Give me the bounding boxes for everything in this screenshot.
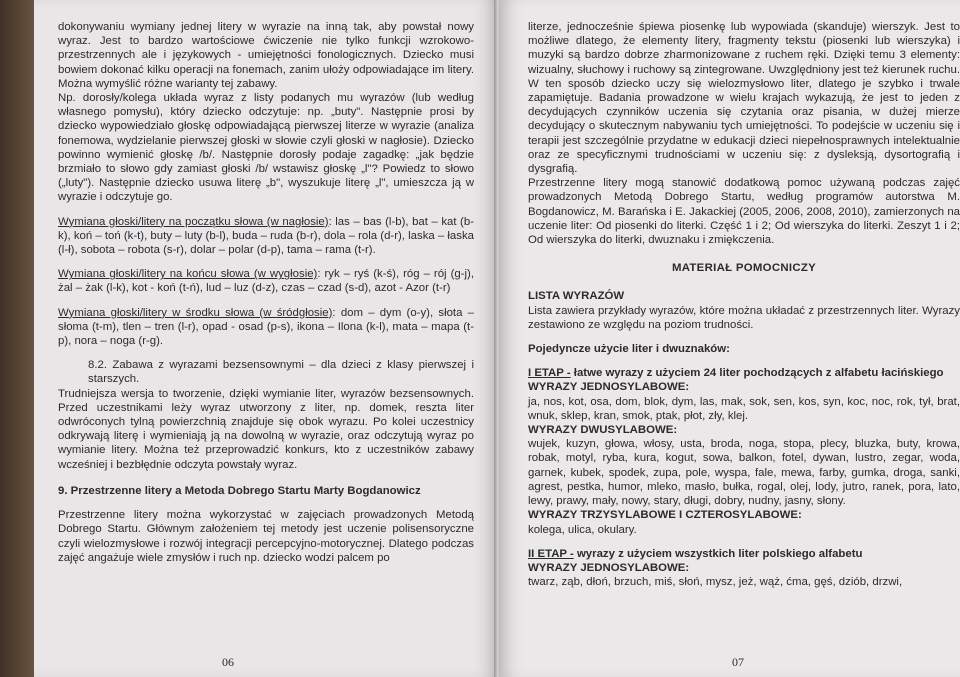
paragraph: Przestrzenne litery można wykorzystać w zajęciach prowadzonych Metodą Dobrego Startu. Głównym założeniem tej metody jest uczenie polisensoryczne czyli wielozmysłowe i rozwój integracji percepcyjno-motorycznej. Dlatego podczas zajęć angażuje wiele zmysłów i ruch np. dziecko wodzi palcem po — [58, 509, 474, 564]
section-heading: 9. Przestrzenne litery a Metoda Dobrego Startu Marty Bogdanowicz — [58, 484, 421, 497]
subheading: Pojedyncze użycie liter i dwuznaków: — [528, 343, 730, 356]
table-edge — [0, 0, 36, 677]
category-label: WYRAZY DWUSYLABOWE: — [528, 424, 678, 437]
word-list: kolega, ulica, okulary. — [528, 523, 637, 536]
page-number: 06 — [222, 654, 234, 669]
category-label: WYRAZY TRZYSYLABOWE I CZTEROSYLABOWE: — [528, 509, 802, 522]
word-pairs: : ryk – ryś (k-ś), róg – rój (g-j), żal – żak (l-k), kot - koń (t-ń), lud – luz (d-z), czas – czad (s-d), azot - Azor (t-r) — [58, 268, 474, 295]
section-label: Wymiana głoski/litery w środku słowa (w śródgłosie) — [58, 306, 333, 319]
paragraph — [58, 215, 474, 258]
paragraph: Lista zawiera przykłady wyrazów, które można układać z przestrzennych liter. Wyrazy zestawiono ze względu na poziom trudności. — [528, 304, 960, 331]
section-title: MATERIAŁ POMOCNICZY — [671, 262, 817, 275]
word-list: twarz, ząb, dłoń, brzuch, miś, słoń, mysz, jeż, wąż, ćma, gęś, dziób, drzwi, — [528, 576, 903, 589]
stage-text: łatwe wyrazy z użyciem 24 liter pochodzących z alfabetu łacińskiego — [570, 367, 944, 380]
stage-heading — [528, 366, 960, 380]
paragraph: Przestrzenne litery mogą stanowić dodatkową pomoc używaną podczas zajęć prowadzonych Metodą Dobrego Startu, według programów autorstwa M. Bogdanowicz, M. Barańska i E. Jakackiej (2005, 2006, 2008, 2010), zamierzonych na uczenie liter: Od piosenki do literki. Część 1 i 2; Od wierszyka do literki. Zeszyt 1 i 2; Od wierszyka do literki, dwuznaku i zmiękczenia. — [528, 177, 960, 247]
paragraph: Np. dorosły/kolega układa wyraz z listy podanych mu wyrazów (lub według własnego pomysłu), który dziecko odczytuje: np. „buty". Następnie prosi by dziecko wypowiedziało głoskę odpowiadającą pierwszej literze w wyrazie (analiza fonemowa, wydzielanie pierwszej głoski w słowie czyli głoski w nagłosie). Dziecko powinno wymienić głoskę /b/. Następnie dorosły podaje zagadkę: „jak będzie brzmiało to słowo gdy zamiast głoski /b/ wstawisz głoskę „l"? Powiedz to słowo („luty"). Następnie dziecko usuwa literę „b", wyszukuje literę „l", umieszcza ją w wyrazie i odczytuje go. — [58, 92, 474, 204]
stage-label: I ETAP - — [528, 367, 571, 380]
word-list: ja, nos, kot, osa, dom, blok, dym, las, mak, sok, sen, kos, syn, koc, noc, rok, tył, brat, wnuk, sklep, kran, smok, ptak, płot, zły, klej. — [528, 395, 960, 422]
list-title: LISTA WYRAZÓW — [528, 290, 625, 303]
category-label: WYRAZY JEDNOSYLABOWE: — [528, 561, 690, 574]
category-label: WYRAZY JEDNOSYLABOWE: — [528, 381, 690, 394]
word-pairs: : las – bas (l-b), bat – kat (b-k), koń – toń (k-t), buty – luty (b-l), buda – ruda (b-r), dola – rola (d-r), laska – łaska (l-ł), sobota – robota (s-r), dolar – polar (d-p), tama – rama (t-r). — [58, 215, 474, 257]
paragraph — [58, 267, 474, 295]
paragraph: dokonywaniu wymiany jednej litery w wyrazie na inną tak, aby powstał nowy wyraz. Jest to bardzo wartościowe ćwiczenie nie tylko funkcji wzrokowo-przestrzennych ale i językowych - umiejętności fonologicznych. Dziecko musi bowiem dokonać kilku operacji na fonemach, zanim ułoży odpowiadające im litery. Można wymyślić różne warianty tej zabawy. — [58, 21, 474, 90]
paragraph: Trudniejsza wersja to tworzenie, dzięki wymianie liter, wyrazów bezsensownych. Przed uczestnikami leży wyraz utworzony z liter, np. domek, reszta liter odwróconych tylną powierzchnią znajduje się obok wyrazu. Po kolei uczestnicy odkrywają literę i wymieniają ją na dowolną w wyrazie, oraz odczytują wyraz po wymianie litery. Można też przeprowadzić konkurs, kto z uczestników zabawy wcześniej i bezbłędnie odczyta powstały wyraz. — [58, 387, 474, 471]
word-pairs: : dom – dym (o-y), słota – słoma (t-m), tlen – tren (l-r), opad - osad (p-s), ikona – Ilona (k-l), mata – mapa (t-p), nora – noga (r-g). — [58, 306, 475, 348]
page-number: 07 — [732, 654, 744, 669]
word-list: wujek, kuzyn, głowa, włosy, usta, broda, noga, stopa, plecy, bluzka, buty, krowa, robak, motyl, ryba, kura, kogut, sowa, balkon, fotel, dywan, lustro, zegar, woda, garnek, kubek, spodek, zupa, pole, wyspa, fale, mewa, farby, gumka, droga, sanki, agrest, pestka, humor, mleko, masło, bułka, rogal, olej, lody, jutro, ranek, pora, lato, lewy, prawy, mały, nowy, stary, długi, dobry, nudny, jasny, słony. — [528, 438, 960, 508]
stage-label: II ETAP - — [528, 547, 574, 560]
section-label: Wymiana głoski/litery na początku słowa (w nagłosie) — [58, 215, 329, 228]
right-page — [500, 0, 960, 677]
paragraph — [58, 306, 474, 349]
stage-heading — [528, 547, 960, 561]
stage-text: wyrazy z użyciem wszystkich liter polskiego alfabetu — [573, 547, 863, 560]
left-page — [34, 0, 496, 677]
section-label: Wymiana głoski/litery na końcu słowa (w wygłosie) — [58, 268, 318, 281]
subsection-heading: 8.2. Zabawa z wyrazami bezsensownymi – dla dzieci z klasy pierwszej i starszych. — [88, 359, 474, 386]
paragraph: literze, jednocześnie śpiewa piosenkę lub wypowiada (skanduje) wierszyk. Jest to możliwe dlatego, że elementy litery, fragmenty tekstu (piosenki lub wierszyka) i muzyki są bardzo dobrze zharmonizowane z ruchem ręki. Dzięki temu 3 elementy: wizualny, słuchowy i ruchowy są zintegrowane. Uwzględniony jest też kierunek ruchu. W ten sposób dziecko uczy się wielozmysłowo liter, dlatego je szybko i trwale zapamiętuje. Badania prowadzone w wielu krajach wykazują, że jest to jeden z decydujących czynników uczenia się czytania oraz pisania, w dużej mierze decydujący o skutecznym nabywaniu tych umiejętności. To podejście w uczeniu się i terapii jest szczególnie przydatne w edukacji dzieci niepełnosprawnych intelektualnie oraz ze specyficznymi trudnościami w uczeniu się: z dysleksją, dysortografią i dysgrafią. — [528, 21, 960, 176]
